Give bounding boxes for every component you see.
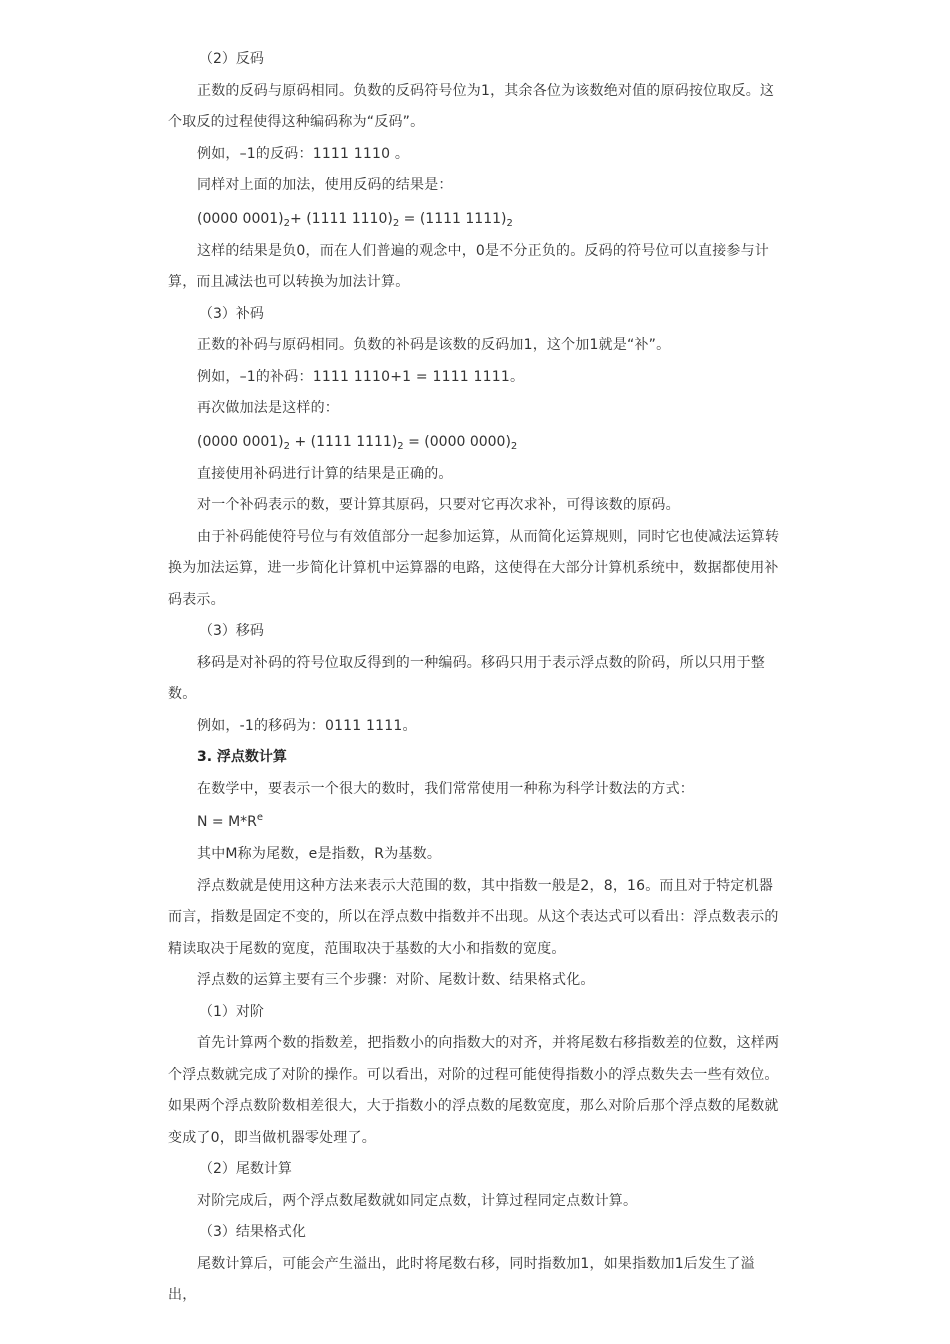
float-terms: 其中M称为尾数，e是指数，R为基数。 [197, 846, 442, 862]
heading-step-format: （3）结果格式化 [199, 1224, 306, 1240]
heading-buma: （3）补码 [199, 305, 264, 322]
buma-formula: (0000 $0001)_2 + (1111$ $1111)_2 = (0000$ $0000)_2$ [197, 433, 518, 452]
buma-definition: 正数的补码与原码相同。负数的补码是该数的反码加1，这个加1就是“补”。 [197, 337, 671, 353]
heading-step-align: （1）对阶 [199, 1003, 264, 1020]
float-formula: $N = M*R^e$ [197, 812, 264, 830]
heading-float: 3. 浮点数计算 [197, 749, 287, 765]
buma-add-intro: 再次做加法是这样的： [197, 400, 339, 416]
fanma-add-intro: 同样对上面的加法，使用反码的结果是： [197, 177, 453, 193]
fanma-formula: (0000 $0001)_2+ (1111$ $1110)_2 = (1111$ $1111)_2$ [197, 210, 513, 229]
float-description: 浮点数就是使用这种方法来表示大范围的数，其中指数一般是2，8，16。而且对于特定机器而言，指数是固定不变的，所以在浮点数中指数并不出现。从这个表达式可以看出：浮点数表示的精读取决于尾数的宽度，范围取决于基数的大小和指数的宽度。 [168, 877, 779, 957]
step-align-text: 首先计算两个数的指数差，把指数小的向指数大的对齐，并将尾数右移指数差的位数，这样两个浮点数就完成了对阶的操作。可以看出，对阶的过程可能使得指数小的浮点数失去一些有效位。如果两个浮点数阶数相差很大，大于指数小的浮点数的尾数宽度，那么对阶后那个浮点数的尾数就变成了0，即当做机器零处理了。 [168, 1035, 780, 1146]
buma-advantage: 由于补码能使符号位与有效值部分一起参加运算，从而简化运算规则，同时它也使减法运算转换为加法运算，进一步简化计算机中运算器的电路，这使得在大部分计算机系统中，数据都使用补码表示。 [168, 528, 780, 608]
fanma-definition: 正数的反码与原码相同。负数的反码符号位为1，其余各位为该数绝对值的原码按位取反。这个取反的过程使得这种编码称为“反码”。 [168, 82, 775, 130]
float-steps-summary: 浮点数的运算主要有三个步骤：对阶、尾数计数、结果格式化。 [197, 972, 595, 988]
heading-fanma: （2）反码 [199, 51, 264, 67]
buma-inverse-note: 对一个补码表示的数，要计算其原码，只要对它再次求补，可得该数的原码。 [197, 497, 680, 513]
step-format-text: 尾数计算后，可能会产生溢出，此时将尾数右移，同时指数加1，如果指数加1后发生了溢出， [168, 1255, 755, 1303]
heading-yima: （3）移码 [199, 623, 264, 639]
float-intro: 在数学中，要表示一个很大的数时，我们常常使用一种称为科学计数法的方式： [197, 780, 694, 797]
buma-correct-note: 直接使用补码进行计算的结果是正确的。 [197, 465, 453, 482]
yima-definition: 移码是对补码的符号位取反得到的一种编码。移码只用于表示浮点数的阶码，所以只用于整数。 [168, 654, 765, 702]
step-mantissa-text: 对阶完成后，两个浮点数尾数就如同定点数，计算过程同定点数计算。 [197, 1192, 638, 1209]
fanma-result-note: 这样的结果是负0，而在人们普遍的观念中，0是不分正负的。反码的符号位可以直接参与计算，而且减法也可以转换为加法计算。 [168, 242, 770, 290]
heading-step-mantissa: （2）尾数计算 [199, 1161, 292, 1177]
document-page [168, 44, 782, 1312]
fanma-example: 例如，–1的反码：1111 1110 。 [197, 145, 410, 162]
yima-example: 例如，-1的移码为：0111 1111。 [197, 717, 417, 734]
buma-example: 例如，–1的补码：1111 1110+1 = 1111 1111。 [197, 368, 525, 385]
